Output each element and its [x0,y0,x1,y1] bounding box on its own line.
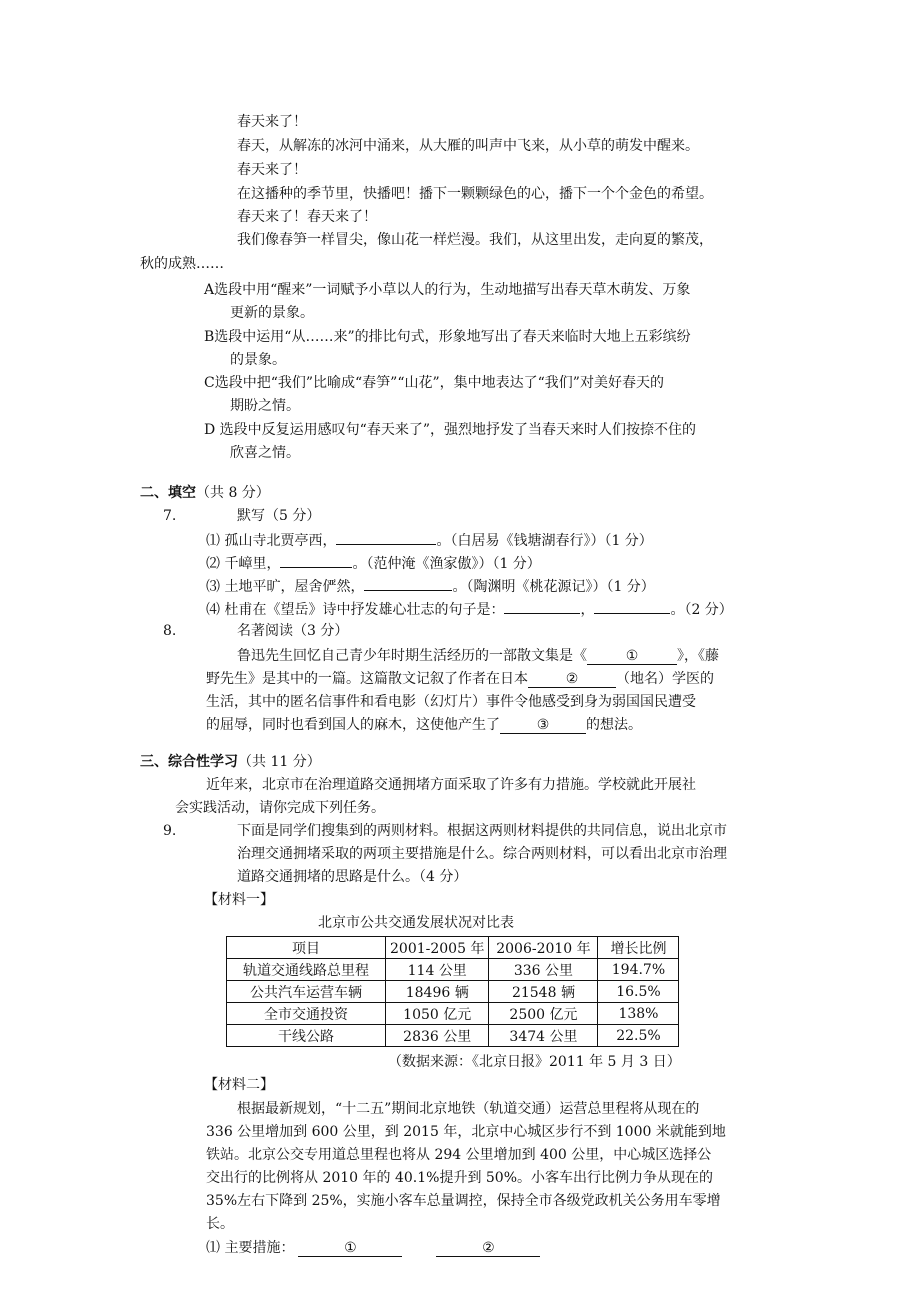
section-2-title: 二、填空 [140,485,196,501]
material-2-line-5: 35%左右下降到 25%，实施小客车总量调控，保持全市各级党政机关公务用车零增 [206,1193,721,1209]
material-2-line-4: 交出行的比例将从 2010 年的 40.1%提升到 50%。小客车出行比例力争从现在的 [206,1170,714,1186]
material-2-line-3: 铁站。北京公交专用道总里程也将从 294 公里增加到 400 公里，中心城区选择公 [206,1147,712,1163]
table-cell: 干线公路 [227,1025,386,1047]
q8-line-2-end: （地名）学医的 [616,671,714,687]
q8-line-4-text: 的屈辱，同时也看到国人的麻木，这使他产生了 [206,717,500,733]
table-cell: 公共汽车运营车辆 [227,981,386,1003]
q7-item-1-prompt: ⑴ 孤山寺北贾亭西， [206,533,337,549]
table-header-row [227,937,679,959]
q7-item-1 [206,529,653,551]
poem-line-1: 春天来了！ [237,114,307,130]
option-b-line-1: B选段中运用“从……来”的排比句式，形象地写出了春天来临时大地上五彩缤纷 [204,329,691,345]
q7-item-3 [206,575,655,597]
table-row [227,1025,679,1047]
answer-blank-2[interactable]: ② [436,1241,540,1257]
q8-line-2-text: 野先生》是其中的一篇。这篇散文记叙了作者在日本 [206,671,528,687]
table-title: 北京市公共交通发展状况对比表 [318,915,514,931]
poem-line-3: 春天来了！ [237,162,307,178]
q9-line-1: 下面是同学们搜集到的两则材料。根据这两则材料提供的共同信息，说出北京市 [237,823,727,839]
table-cell: 2836 公里 [386,1025,489,1047]
q7-item-3-blank[interactable] [364,575,452,591]
table-cell: 16.5% [598,981,679,1003]
q8-line-4 [206,715,642,735]
q8-blank-1[interactable]: ① [587,649,677,665]
q7-item-4-blank-1[interactable] [504,598,580,614]
q7-item-3-source: 。（陶渊明《桃花源记》）（1 分） [452,579,655,595]
option-b-line-2: 的景象。 [230,352,286,368]
section-3-score: （共 11 分） [238,754,321,770]
q8-line-1-end: 》，《藤 [677,648,719,664]
material-2-line-2: 336 公里增加到 600 公里，到 2015 年，北京中心城区步行不到 1000 米就能到地 [206,1124,726,1140]
q8-title: 名著阅读（3 分） [237,623,349,639]
option-d-line-2: 欣喜之情。 [230,445,300,461]
answer-line [206,1238,540,1258]
q8-blank-3[interactable]: ③ [500,718,586,734]
table-cell: 3474 公里 [489,1025,598,1047]
q9-line-2: 治理交通拥堵采取的两项主要措施是什么。综合两则材料，可以看出北京市治理 [237,846,727,862]
table-source: （数据来源：《北京日报》2011 年 5 月 3 日） [388,1054,681,1070]
table-header-cell: 2001-2005 年 [386,937,489,959]
q8-line-2 [206,669,714,689]
q8-line-1 [237,646,719,666]
poem-line-5: 春天来了！春天来了！ [237,209,377,225]
q7-item-3-prompt: ⑶ 土地平旷，屋舍俨然， [206,579,365,595]
table-header-cell: 项目 [227,937,386,959]
section-3-title: 三、综合性学习 [140,754,238,770]
q7-item-4-blank-2[interactable] [594,598,670,614]
poem-line-6: 我们像春笋一样冒尖，像山花一样烂漫。我们，从这里出发，走向夏的繁茂， [237,232,713,248]
table-cell: 21548 辆 [489,981,598,1003]
q7-item-4-score: 。（2 分） [670,602,733,618]
table-cell: 2500 亿元 [489,1003,598,1025]
q7-item-4 [206,598,733,620]
table-cell: 轨道交通线路总里程 [227,959,386,981]
q7-item-2-blank[interactable] [280,552,352,568]
option-a-line-1: A选段中用“醒来”一词赋予小草以人的行为，生动地描写出春天草木萌发、万象 [204,282,691,298]
table-cell: 18496 辆 [386,981,489,1003]
q8-line-4-end: 的想法。 [586,717,642,733]
transport-table [226,936,679,1047]
q8-number: 8. [163,623,177,639]
material-2-line-1: 根据最新规划，“十二五”期间北京地铁（轨道交通）运营总里程将从现在的 [237,1101,700,1117]
material-2-label: 【材料二】 [204,1077,274,1093]
table-row [227,1003,679,1025]
table-cell: 114 公里 [386,959,489,981]
q7-item-4-comma: ， [580,602,595,618]
section-3-heading [140,752,321,772]
material-1-label: 【材料一】 [204,892,274,908]
q8-blank-2[interactable]: ② [528,672,616,688]
poem-line-4: 在这播种的季节里，快播吧！播下一颗颗绿色的心，播下一个个金色的希望。 [237,186,713,202]
table-header-cell: 增长比例 [598,937,679,959]
q7-title: 默写（5 分） [237,508,321,524]
answer-blank-1[interactable]: ① [298,1241,402,1257]
material-2-line-6: 长。 [206,1216,234,1232]
q7-item-2-prompt: ⑵ 千嶂里， [206,556,281,572]
table-cell: 194.7% [598,959,679,981]
q7-item-2-source: 。（范仲淹《渔家傲》）（1 分） [352,556,541,572]
table-row [227,959,679,981]
section-2-heading [140,483,270,503]
table-row [227,981,679,1003]
q9-number: 9. [163,823,177,839]
table-cell: 全市交通投资 [227,1003,386,1025]
q7-item-4-prompt: ⑷ 杜甫在《望岳》诗中抒发雄心壮志的句子是： [206,602,505,618]
table-cell: 138% [598,1003,679,1025]
q7-item-1-blank[interactable] [336,529,436,545]
poem-line-2: 春天，从解冻的冰河中涌来，从大雁的叫声中飞来，从小草的萌发中醒来。 [237,138,699,154]
q7-number: 7. [163,508,177,524]
table-cell: 1050 亿元 [386,1003,489,1025]
q8-line-3: 生活，其中的匿名信事件和看电影（幻灯片）事件令他感受到身为弱国国民遭受 [206,694,696,710]
q7-item-1-source: 。（白居易《钱塘湖春行》）（1 分） [436,533,653,549]
option-d-line-1: D 选段中反复运用感叹句“春天来了”，强烈地抒发了当春天来时人们按捺不住的 [204,422,696,438]
poem-line-7: 秋的成熟…… [140,256,224,272]
table-cell: 22.5% [598,1025,679,1047]
q7-item-2 [206,552,541,574]
section-2-score: （共 8 分） [196,485,270,501]
table-cell: 336 公里 [489,959,598,981]
option-c-line-2: 期盼之情。 [230,398,300,414]
section-3-intro-1: 近年来，北京市在治理道路交通拥堵方面采取了许多有力措施。学校就此开展社 [206,777,696,793]
option-a-line-2: 更新的景象。 [230,305,314,321]
answer-label: ⑴ 主要措施： [206,1240,295,1256]
q8-line-1-text: 鲁迅先生回忆自己青少年时期生活经历的一部散文集是《 [237,648,587,664]
table-header-cell: 2006-2010 年 [489,937,598,959]
q9-line-3: 道路交通拥堵的思路是什么。（4 分） [237,869,468,885]
option-c-line-1: C选段中把“我们”比喻成“春笋”“山花”，集中地表达了“我们”对美好春天的 [204,375,664,391]
section-3-intro-2: 会实践活动，请你完成下列任务。 [175,800,385,816]
